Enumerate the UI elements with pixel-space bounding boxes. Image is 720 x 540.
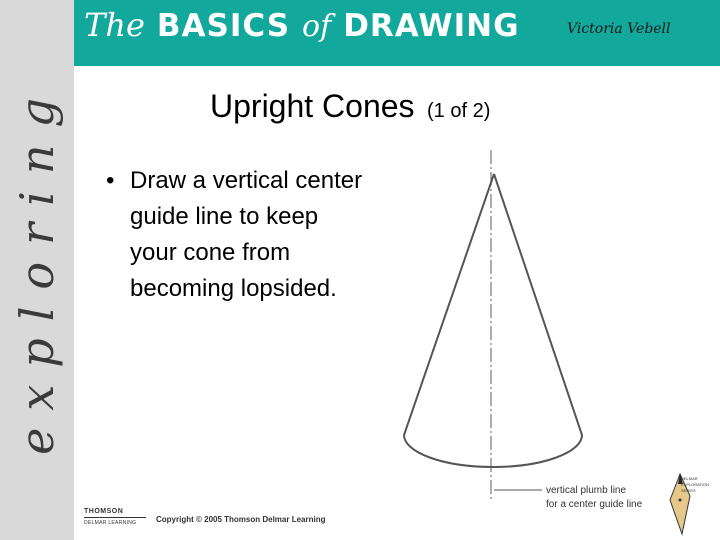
sidebar-band <box>0 0 74 540</box>
cone-outline <box>404 174 582 467</box>
header-band <box>74 0 720 66</box>
series-badge-icon <box>650 470 710 536</box>
header-title <box>84 6 520 60</box>
slide-title-suffix: (1 of 2) <box>427 100 491 122</box>
header-title-of: of <box>302 9 332 44</box>
logo-arrow <box>84 517 146 518</box>
slide-title <box>210 88 490 125</box>
header-title-the: The <box>84 6 145 44</box>
badge-line-2: EXPLORATION <box>681 482 710 487</box>
copyright-text: Copyright © 2005 Thomson Delmar Learning <box>156 515 326 524</box>
publisher-logo <box>84 508 150 526</box>
sidebar-word: exploring <box>10 81 64 455</box>
callout-text-2: for a center guide line <box>546 499 643 510</box>
header-title-basics: BASICS <box>156 8 291 44</box>
callout-text-1: vertical plumb line <box>546 485 627 496</box>
logo-sub: DELMAR LEARNING <box>84 520 137 526</box>
header-title-drawing: DRAWING <box>343 8 520 44</box>
badge-line-1: DELMAR <box>681 476 698 481</box>
bullet-text: Draw a vertical center guide line to keep your cone from becoming lopsided. <box>130 167 363 302</box>
bullet-marker: • <box>106 167 115 194</box>
slide-title-main: Upright Cones <box>210 88 415 124</box>
header-author: Victoria Vebell <box>567 21 671 37</box>
badge-line-3: SERIES <box>681 488 696 493</box>
logo-name: THOMSON <box>84 508 124 515</box>
